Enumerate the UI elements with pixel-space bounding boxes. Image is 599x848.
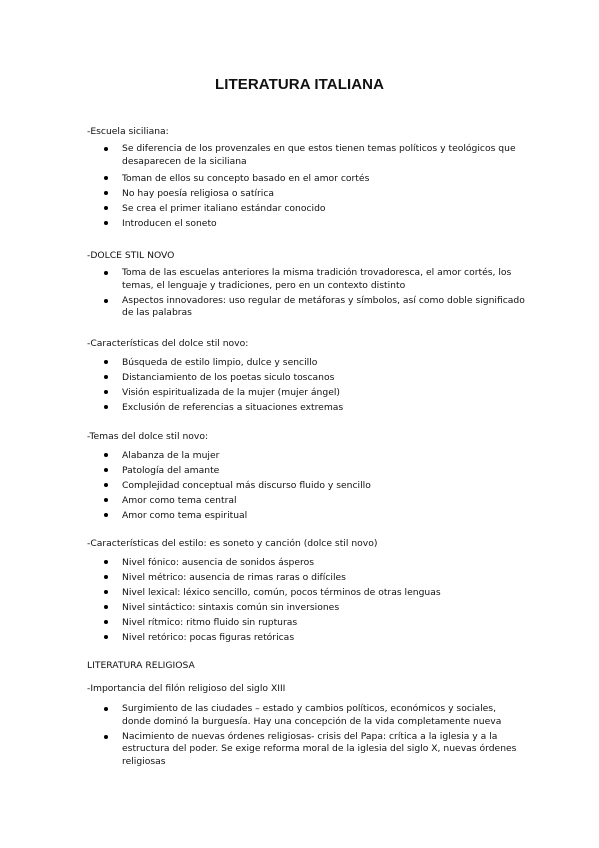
list-item: Nivel rítmico: ritmo fluido sin rupturas — [87, 615, 527, 630]
list-item: Complejidad conceptual más discurso fluido y sencillo — [87, 478, 527, 493]
list-item: Nivel sintáctico: sintaxis común sin inversiones — [87, 600, 527, 615]
document-title: LITERATURA ITALIANA — [214, 76, 385, 93]
bullet-list — [87, 448, 527, 523]
list-item: Nivel lexical: léxico sencillo, común, pocos términos de otras lenguas — [87, 585, 527, 600]
list-item: Introducen el soneto — [87, 216, 527, 231]
section-escuela-siciliana — [87, 126, 527, 231]
list-item: No hay poesía religiosa o satírica — [87, 186, 527, 201]
list-item: Exclusión de referencias a situaciones extremas — [87, 400, 527, 415]
list-item: Nivel retórico: pocas figuras retóricas — [87, 630, 527, 645]
section-estilo — [87, 538, 527, 645]
section-heading: LITERATURA RELIGIOSA — [87, 660, 195, 671]
list-item: Surgimiento de las ciudades – estado y cambios políticos, económicos y sociales, donde dominó la burguesía. Hay una concepción de la vida completamente nueva — [87, 703, 527, 728]
list-item: Se diferencia de los provenzales en que estos tienen temas políticos y teológicos que desaparecen de la siciliana — [87, 143, 527, 168]
list-item: Toma de las escuelas anteriores la misma tradición trovadoresca, el amor cortés, los temas, el lenguaje y tradiciones, pero en un contexto distinto — [87, 267, 527, 292]
section-dolce-stil-novo — [87, 250, 527, 322]
list-item: Visión espiritualizada de la mujer (mujer ángel) — [87, 385, 527, 400]
list-item: Patología del amante — [87, 463, 527, 478]
list-item: Alabanza de la mujer — [87, 448, 527, 463]
section-literatura-religiosa — [87, 660, 527, 677]
bullet-list — [87, 703, 527, 768]
section-heading: -Características del estilo: es soneto y canción (dolce stil novo) — [87, 538, 378, 549]
bullet-list — [87, 355, 527, 415]
list-item: Distanciamiento de los poetas siculo toscanos — [87, 370, 527, 385]
section-heading: -Características del dolce stil novo: — [87, 338, 249, 349]
list-item: Nacimiento de nuevas órdenes religiosas- crisis del Papa: crítica a la iglesia y a la estructura del poder. Se exige reforma moral de la iglesia del siglo X, nuevas órdenes religiosas — [87, 731, 527, 769]
list-item: Nivel métrico: ausencia de rimas raras o difíciles — [87, 570, 527, 585]
list-item: Toman de ellos su concepto basado en el amor cortés — [87, 171, 527, 186]
section-heading: -Importancia del filón religioso del siglo XIII — [87, 683, 286, 694]
list-item: Amor como tema central — [87, 493, 527, 508]
bullet-list — [87, 555, 527, 645]
section-heading: -Escuela siciliana: — [87, 126, 169, 137]
bullet-list — [87, 143, 527, 231]
section-caracteristicas — [87, 338, 527, 415]
bullet-list — [87, 267, 527, 320]
section-heading: -DOLCE STIL NOVO — [87, 250, 175, 261]
list-item: Nivel fónico: ausencia de sonidos ásperos — [87, 555, 527, 570]
list-item: Amor como tema espiritual — [87, 508, 527, 523]
list-item: Aspectos innovadores: uso regular de metáforas y símbolos, así como doble significado de las palabras — [87, 295, 527, 320]
section-filon-religioso — [87, 683, 527, 771]
section-heading: -Temas del dolce stil novo: — [87, 431, 209, 442]
section-temas — [87, 431, 527, 523]
list-item: Se crea el primer italiano estándar conocido — [87, 201, 527, 216]
list-item: Búsqueda de estilo limpio, dulce y sencillo — [87, 355, 527, 370]
